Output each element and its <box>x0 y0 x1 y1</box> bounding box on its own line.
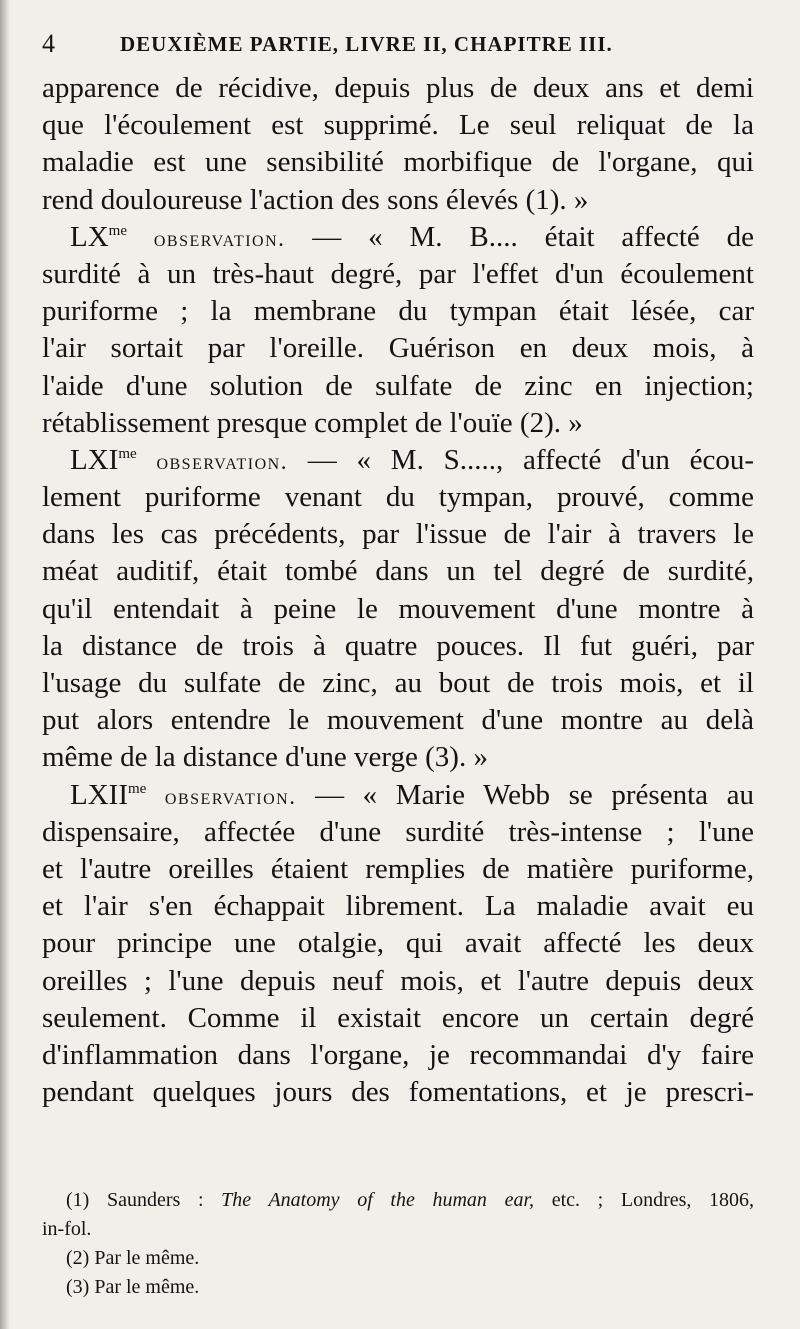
footnote-3: (3) Par le même. <box>66 1276 200 1298</box>
running-title: DEUXIÈME PARTIE, LIVRE II, CHAPITRE III. <box>120 32 613 56</box>
text-line: même de la distance d'une verge (3). » <box>42 741 488 774</box>
text-line: l'aide d'une solution de sulfate de zinc en injection; <box>42 369 754 402</box>
footnote-mark: (1) <box>66 1189 90 1211</box>
running-header <box>42 26 762 62</box>
observation-label: observation. <box>153 225 286 251</box>
ordinal-suffix: me <box>118 445 137 462</box>
text-line: qu'il entendait à peine le mouvement d'une montre à <box>42 592 754 625</box>
footnote-author: Saunders : <box>106 1189 204 1211</box>
ordinal-suffix: me <box>127 780 147 797</box>
observation-number: LXII <box>70 778 128 811</box>
text-line: l'usage du sulfate de zinc, au bout de trois mois, et il <box>42 667 754 699</box>
footnote-2: (2) Par le même. <box>66 1247 200 1269</box>
observation-label: observation. <box>164 783 297 809</box>
observation-62-heading <box>42 777 754 814</box>
ordinal-suffix: me <box>108 222 127 239</box>
text-line: pour principe une otalgie, qui avait affecté les deux <box>42 927 754 960</box>
text-line: rétablissement presque complet de l'ouïe (2). » <box>42 406 583 439</box>
observation-number: LX <box>70 220 109 253</box>
text-line: dispensaire, affectée d'une surdité très-intense ; l'une <box>42 815 754 848</box>
text-line: apparence de récidive, depuis plus de deux ans et demi <box>42 72 754 104</box>
observation-text: — « M. B.... était affecté de <box>312 220 755 253</box>
observation-61-heading <box>42 442 754 479</box>
footnote-book-title: The Anatomy of the human ear, <box>221 1189 535 1211</box>
page-number: 4 <box>42 29 55 58</box>
text-line: la distance de trois à quatre pouces. Il fut guéri, par <box>42 629 754 662</box>
text-line: lement puriforme venant du tympan, prouvé, comme <box>42 481 754 514</box>
observation-number: LXI <box>70 443 119 476</box>
text-line: et l'air s'en échappait librement. La maladie avait eu <box>42 890 754 923</box>
text-line: méat auditif, était tombé dans un tel degré de surdité, <box>42 555 754 588</box>
text-line: rend douloureuse l'action des sons élevés (1). » <box>42 183 589 216</box>
text-line: que l'écoulement est supprimé. Le seul reliquat de la <box>42 109 754 142</box>
text-line: puriforme ; la membrane du tympan était lésée, car <box>42 295 754 328</box>
observation-60-heading <box>42 219 754 256</box>
footnote-1-continuation: in-fol. <box>42 1218 92 1240</box>
observation-label: observation. <box>156 448 288 474</box>
text-line: l'air sortait par l'oreille. Guérison en deux mois, à <box>42 332 754 365</box>
text-line: dans les cas précédents, par l'issue de l'air à travers le <box>42 518 754 551</box>
text-line: pendant quelques jours des fomentations, et je prescri- <box>42 1076 754 1109</box>
body-text <box>42 70 754 1111</box>
page-binding-shadow <box>0 0 10 1329</box>
observation-text: — « Marie Webb se présenta au <box>315 778 754 811</box>
observation-text: — « M. S....., affecté d'un écou- <box>307 443 755 476</box>
text-line: d'inflammation dans l'organe, je recommandai d'y faire <box>42 1038 754 1071</box>
footnotes <box>42 1186 754 1302</box>
text-line: maladie est une sensibilité morbifique de l'organe, qui <box>42 146 754 179</box>
text-line: put alors entendre le mouvement d'une montre au delà <box>42 704 754 737</box>
text-line: et l'autre oreilles étaient remplies de matière puriforme, <box>42 852 754 885</box>
footnote-1 <box>42 1186 754 1215</box>
footnote-publication: etc. ; Londres, 1806, <box>551 1189 755 1211</box>
text-line: seulement. Comme il existait encore un certain degré <box>42 1001 754 1034</box>
text-line: oreilles ; l'une depuis neuf mois, et l'autre depuis deux <box>42 964 754 997</box>
text-line: surdité à un très-haut degré, par l'effet d'un écoulement <box>42 257 754 290</box>
